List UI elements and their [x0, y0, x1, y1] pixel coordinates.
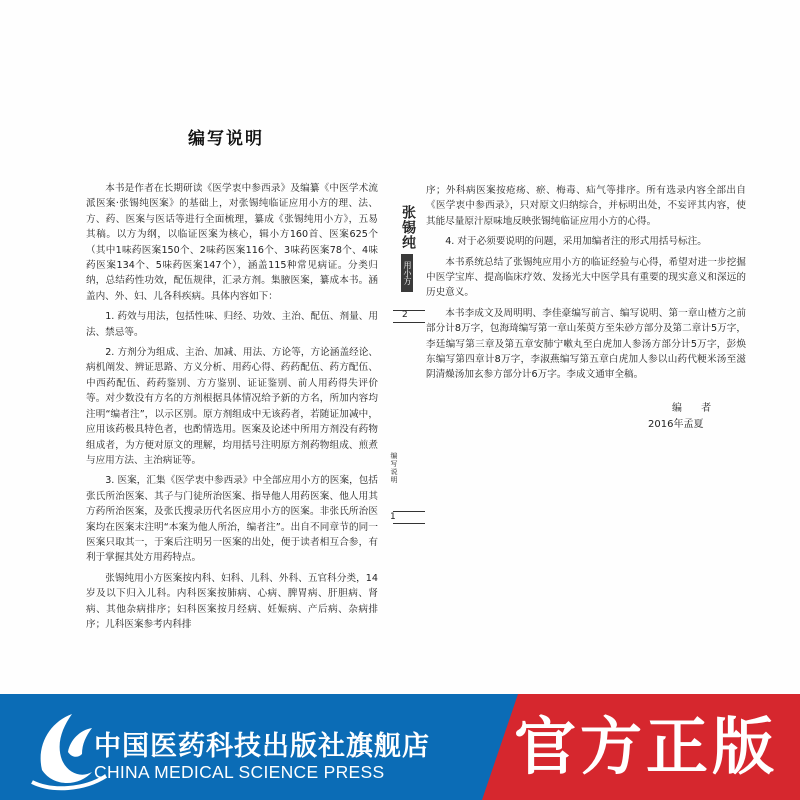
- spine-subtitle: 用小方: [401, 254, 413, 292]
- spine-divider: [393, 322, 425, 323]
- official-genuine-badge: 官方正版: [514, 710, 779, 783]
- paragraph: 本书是作者在长期研读《医学衷中参西录》及编纂《中医学术流派医案·张锡纯医案》的基础上，对张锡纯临证应用小方的理、法、方、药、医案与医话等进行全面梳理，纂成《张锡纯用小方》，五易其稿。以方为纲，以临证医案为核心，辑小方160首、医案625个（其中1味药医案150个、2味药医案116个、3味药医案78个、4味药医案134个、5味药医案147个），涵盖115种常见病证。分类归纳，总结药性功效，配伍规律，汇录方剂。集腋医案，纂成本书。涵盖内、外、妇、儿各科疾病。具体内容如下：: [86, 183, 378, 302]
- signature-date: 2016年孟夏: [648, 419, 704, 430]
- spine-divider: [393, 310, 425, 311]
- paragraph: 1. 药效与用法，包括性味、归经、功效、主治、配伍、剂量、用法、禁忌等。: [86, 311, 378, 338]
- spine-section-label: 编写说明: [390, 452, 398, 484]
- paragraph: 4. 对于必须要说明的问题，采用加编者注的形式用括号标注。: [445, 236, 707, 248]
- paragraph: 张锡纯用小方医案按内科、妇科、儿科、外科、五官科分类，14岁及以下归入儿科。内科医案按肺病、心病、脾胃病、肝胆病、肾病、其他杂病排序；妇科医案按月经病、妊娠病、产后病、杂病排序；儿科医案参考内科排: [86, 572, 378, 630]
- spine-page-number: 2: [402, 310, 408, 320]
- spine-divider: [393, 511, 425, 512]
- paragraph: 3. 医案，汇集《医学衷中参西录》中全部应用小方的医案，包括张氏所治医案、其子与门徒所治医案、指导他人用药医案、他人用其方药所治医案，及张氏搜录历代名医应用小方的医案。非张氏所治医案均在医案末注明“本案为他人所治，编者注”。出自不同章节的同一医案只取其一，于案后注明另一医案的出处，便于读者相互合参，有利于掌握其处方用药特点。: [86, 475, 378, 564]
- paragraph: 序；外科病医案按疮疡、瘀、梅毒、疝气等排序。所有选录内容全部出自《医学衷中参西录》，只对原文归纳综合，并标明出处，不妄评其内容，使其能尽量原汁原味地反映张锡纯临证应用小方的心得。: [426, 185, 746, 227]
- spine-divider: [393, 523, 425, 524]
- spine-book-title: 张锡纯: [400, 205, 416, 250]
- publisher-name-en: CHINA MEDICAL SCIENCE PRESS: [94, 762, 385, 782]
- publisher-name-cn: 中国医药科技出版社旗舰店: [94, 731, 430, 762]
- left-column-text: [86, 181, 378, 637]
- paragraph: 本书李成文及周明明、李佳豪编写前言、编写说明、第一章山楂方之前部分计8万字，包海琦编写第一章山茱萸方至朱砂方部分及第二章计5万字，李廷编写第三章及第五章安肺宁嗽丸至白虎加人参汤方部分计5万字，彭焕东编写第四章计8万字，李淑燕编写第五章白虎加人参以山药代粳米汤至滋阴清燥汤加玄参方部分计6万字。李成文通审全稿。: [426, 307, 746, 381]
- signature-role: 编 者: [672, 403, 720, 414]
- right-column-text: [426, 183, 746, 388]
- paragraph: 本书系统总结了张锡纯应用小方的临证经验与心得，希望对进一步挖掘中医学宝库、提高临床疗效、发扬光大中医学具有重要的现实意义和深远的历史意义。: [426, 256, 746, 299]
- page-title: 编写说明: [188, 129, 264, 149]
- store-banner: [0, 694, 800, 800]
- paragraph: 2. 方剂分为组成、主治、加减、用法、方论等，方论涵盖经论、病机阐发、辨证思路、方义分析、用药心得、药药配伍、药方配伍、中西药配伍、药药鉴别、方方鉴别、证证鉴别、前人用药得失评价等。对少数没有方名的方剂根据具体情况给予新的方名，所加内容均注明“编者注”，以示区别。原方剂组成中无该药者，若随证加减中，应用该药极具特色者，也酌情选用。医案及论述中所用方剂没有药物组成者，为方便对原文的理解，均用括号注明原方剂药物组成、煎煮与应用方法、主治病证等。: [86, 347, 378, 466]
- spine-page-number: 1: [390, 512, 396, 522]
